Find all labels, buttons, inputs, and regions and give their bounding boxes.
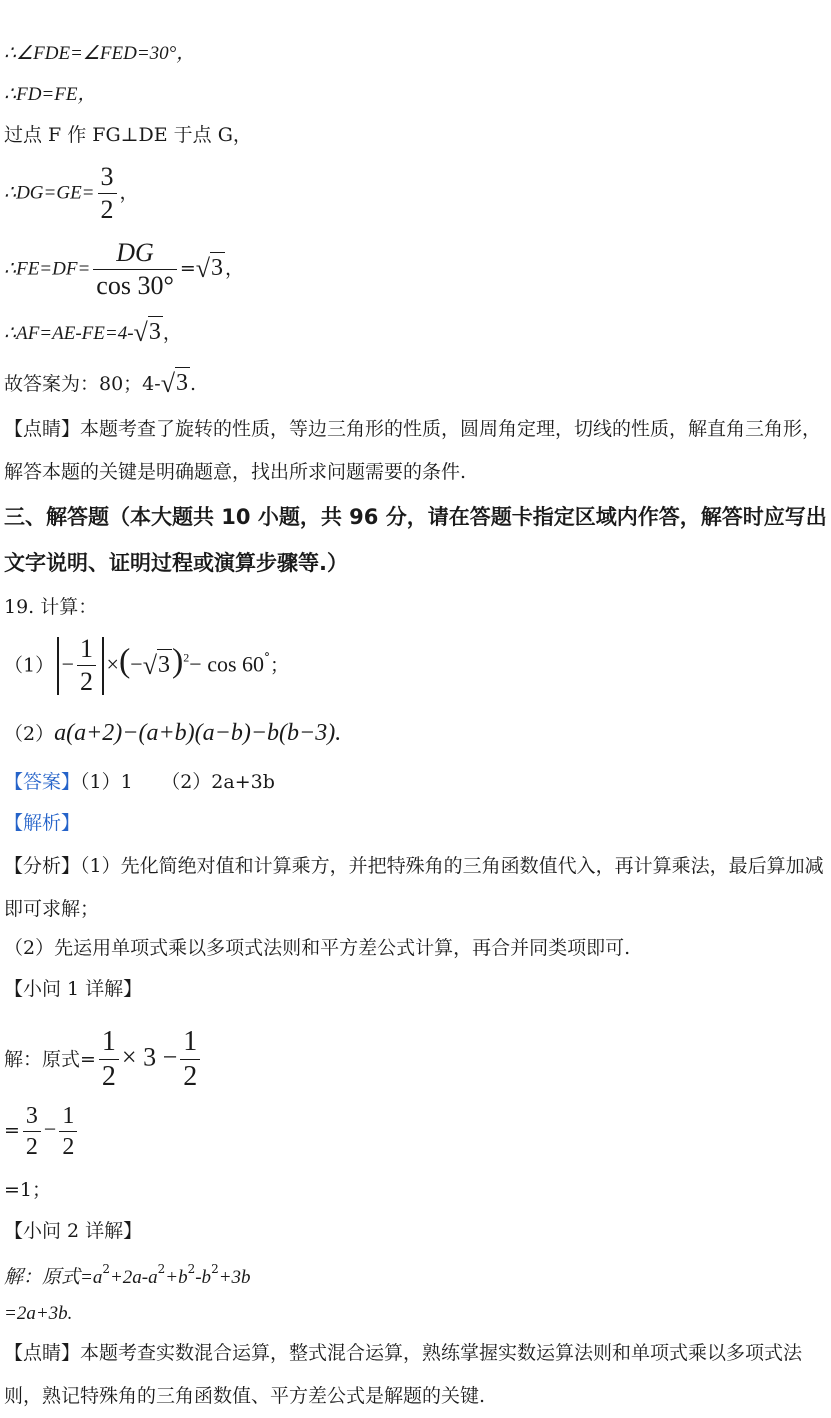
sqrt-3: √3: [133, 318, 161, 347]
sub-question-1-line-2: = $\frac{3}{2}$ − $\frac{1}{2}$: [4, 1104, 80, 1159]
fraction-dg-over-cos30: $\frac{DG}{\cos 30^\circ}$: [93, 240, 177, 299]
fenxi-paragraph-2: （2）先运用单项式乘以多项式法则和平方差公式计算，再合并同类项即可.: [4, 937, 631, 959]
section-heading-3: 三、解答题（本大题共 10 小题，共 96 分，请在答题卡指定区域内作答，解答时应写出文字说明、证明过程或演算步骤等.）: [4, 505, 827, 575]
line-angle-equal: ∴∠FDE=∠FED=30°，: [4, 43, 196, 64]
sub-question-1-line-3: =1；: [4, 1179, 52, 1201]
answer-tag: 【答案】: [4, 771, 81, 793]
sub-question-2-title: 【小问 2 详解】: [4, 1220, 143, 1242]
line-fe-df: ∴FE=DF= $\frac{DG}{\cos 30^\circ}$ =√3 ，: [4, 238, 245, 300]
sub-question-2-line-1: 解：原式$=a^2+2a-a^2+b^2-b^2+3b$: [4, 1262, 251, 1288]
line-dg-ge: ∴DG=GE= $\frac{3}{2}$ ，: [4, 162, 139, 224]
line-af: ∴AF=AE-FE=4-√3 ，: [4, 318, 182, 347]
jiexi-line: 【解析】: [4, 812, 81, 834]
sub-question-1-title: 【小问 1 详解】: [4, 978, 143, 1000]
fenxi-paragraph: 【分析】（1）先化简绝对值和计算乘方，并把特殊角的三角函数值代入，再计算乘法，最后算加减即可求解；: [4, 855, 824, 920]
sqrt-3: √3: [142, 650, 170, 680]
line-fg-perp: 过点 F 作 FG⊥DE 于点 G，: [4, 124, 252, 146]
answer-line: 【答案】（1）1 （2）2a+3b: [4, 771, 275, 793]
fraction-3-over-2: $\frac{3}{2}$: [98, 164, 117, 223]
sub-question-1-line-1: 解：原式= $\frac{1}{2}$ × 3 − $\frac{1}{2}$: [4, 1028, 203, 1091]
question-19-part-2: （2）a(a+2)−(a+b)(a−b)−b(b−3).: [4, 720, 342, 746]
dianjing-paragraph-2: 【点睛】本题考查实数混合运算，整式混合运算，熟练掌握实数运算法则和单项式乘以多项式法则，熟记特殊角的三角函数值、平方差公式是解题的关键.: [4, 1342, 803, 1407]
sub-question-2-line-2: =2a+3b.: [4, 1303, 73, 1324]
dianjing-paragraph-1: 【点睛】本题考查了旋转的性质，等边三角形的性质，圆周角定理，切线的性质，解直角三角形，解答本题的关键是明确题意，找出所求问题需要的条件.: [4, 418, 822, 483]
sqrt-3: √3: [195, 253, 224, 283]
question-19-part-1: （1） − $\frac{1}{2}$ $\times(-√3)^2- \cos 60^\circ$；: [4, 634, 290, 696]
line-fd-fe: ∴FD=FE，: [4, 84, 97, 105]
question-19-title: 19. 计算：: [4, 596, 98, 618]
sqrt-3: √3: [160, 369, 188, 398]
line-answer-18: 故答案为：80；4-√3 .: [4, 369, 197, 398]
